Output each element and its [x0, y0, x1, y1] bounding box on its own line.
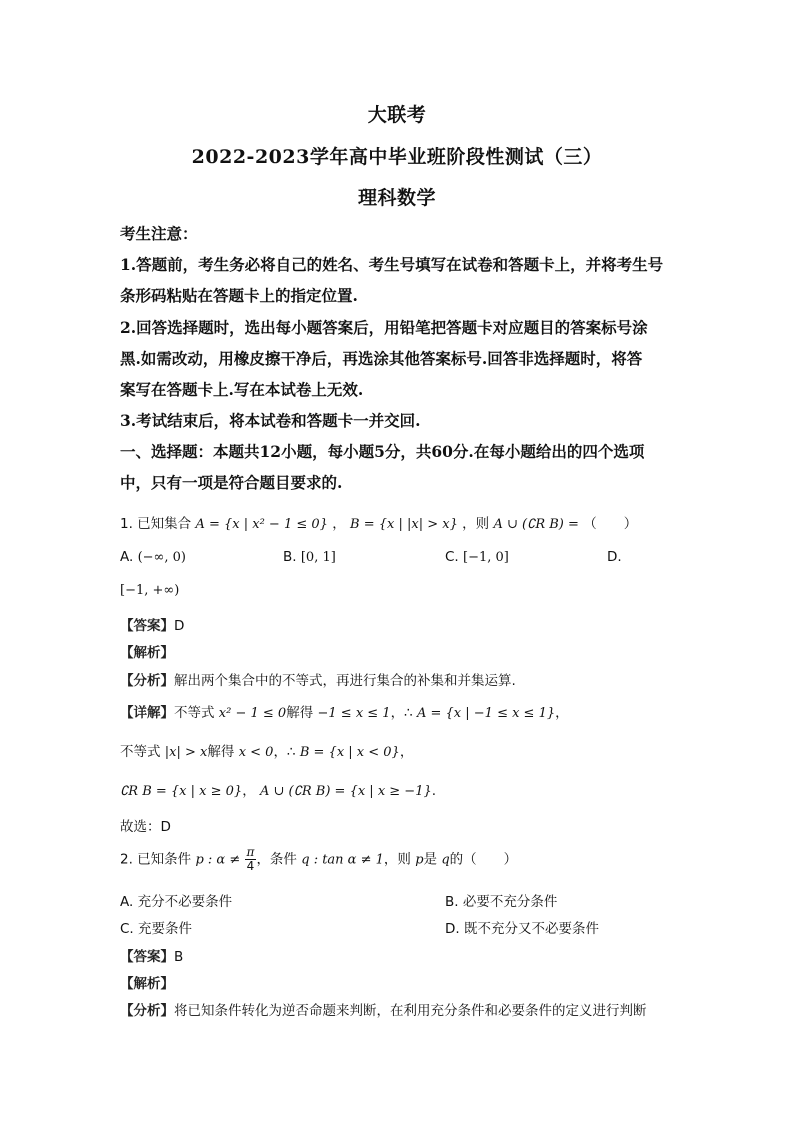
- question-1-analysis-summary: [120, 669, 516, 689]
- question-1-set-b: B = {x | |x| > x}: [350, 517, 458, 532]
- option-d-value: [−1, +∞): [120, 583, 180, 598]
- option-c-label: C.: [445, 549, 459, 565]
- analysis-tag: 【解析】: [120, 645, 174, 661]
- q2-option-b: B. 必要不充分条件: [445, 894, 558, 910]
- exam-brand-title: 大联考: [367, 104, 427, 126]
- notice-heading: 考生注意：: [120, 224, 198, 243]
- question-1-blank: （ ）: [583, 516, 638, 532]
- answer-value: D: [174, 618, 185, 634]
- question-1-prefix: 1. 已知集合: [120, 516, 192, 532]
- detail-tag: 【详解】: [120, 705, 174, 721]
- detail-line-2: 不等式 |x| > x解得 x < 0，∴ B = {x | x < 0}，: [120, 744, 414, 760]
- option-a-value: (−∞, 0): [137, 550, 186, 565]
- question-1-choice: 故选：D: [120, 819, 171, 835]
- question-1-expression: A ∪ (∁R B) =: [493, 517, 579, 532]
- notice-line-5: 案写在答题卡上.写在本试卷上无效.: [120, 380, 364, 399]
- notice-line-6: 3.考试结束后，将本试卷和答题卡一并交回.: [120, 411, 421, 430]
- question-1-comma: ，: [332, 516, 346, 532]
- q2-option-c: C. 充要条件: [120, 921, 193, 937]
- option-c: [445, 549, 509, 565]
- notice-line-2: 条形码粘贴在答题卡上的指定位置.: [120, 286, 358, 305]
- option-a-label: A.: [120, 549, 134, 565]
- question-2-stem: 2. 已知条件 p : α ≠ $\frac{\pi}{4}$ ，条件 q : tan α ≠ 1，则 p是 q的（ ）: [120, 845, 518, 874]
- notice-line-4: 黑.如需改动，用橡皮擦干净后，再选涂其他答案标号.回答非选择题时，将答: [120, 349, 643, 368]
- exam-subject: 理科数学: [357, 187, 436, 209]
- option-b-label: B.: [283, 549, 297, 565]
- option-b-value: [0, 1]: [300, 550, 336, 565]
- detail-line-3: ∁R B = {x | x ≥ 0}， A ∪ (∁R B) = {x | x ≥ −1}.: [120, 783, 437, 799]
- option-a: [120, 549, 186, 565]
- question-2-analysis-tag: 【解析】: [120, 976, 174, 992]
- q2-option-a: A. 充分不必要条件: [120, 894, 233, 910]
- question-2-answer: 【答案】B: [120, 949, 184, 965]
- exam-title: 2022-2023学年高中毕业班阶段性测试（三）: [191, 146, 603, 168]
- notice-line-3: 2.回答选择题时，选出每小题答案后，用铅笔把答题卡对应题目的答案标号涂: [120, 318, 648, 337]
- option-d-label: D.: [607, 549, 622, 565]
- question-2-analysis-summary: 【分析】将已知条件转化为逆否命题来判断，在利用充分条件和必要条件的定义进行判断: [120, 1003, 647, 1019]
- section-heading-line-2: 中，只有一项是符合题目要求的.: [120, 473, 343, 492]
- answer-tag: 【答案】: [120, 618, 174, 634]
- fenxi-tag: 【分析】: [120, 673, 174, 689]
- section-heading-line-1: 一、选择题：本题共12小题，每小题5分，共60分.在每小题给出的四个选项: [120, 442, 645, 461]
- question-1-set-a: A = {x | x² − 1 ≤ 0}: [195, 517, 328, 532]
- question-1-stem: [120, 512, 637, 532]
- question-1-ask: ，则: [462, 516, 490, 532]
- pi-over-four-fraction: $\frac{\pi}{4}$: [246, 845, 255, 874]
- option-c-value: [−1, 0]: [463, 550, 509, 565]
- fenxi-text: 解出两个集合中的不等式，再进行集合的补集和并集运算.: [174, 673, 516, 689]
- notice-line-1: 1.答题前，考生务必将自己的姓名、考生号填写在试卷和答题卡上，并将考生号: [120, 255, 664, 274]
- detail-line-1: 【详解】不等式 x² − 1 ≤ 0解得 −1 ≤ x ≤ 1，∴ A = {x | −1 ≤ x ≤ 1}，: [120, 705, 569, 721]
- option-b: [283, 549, 336, 565]
- q2-option-d: D. 既不充分又不必要条件: [445, 921, 599, 937]
- question-1-answer: [120, 614, 184, 634]
